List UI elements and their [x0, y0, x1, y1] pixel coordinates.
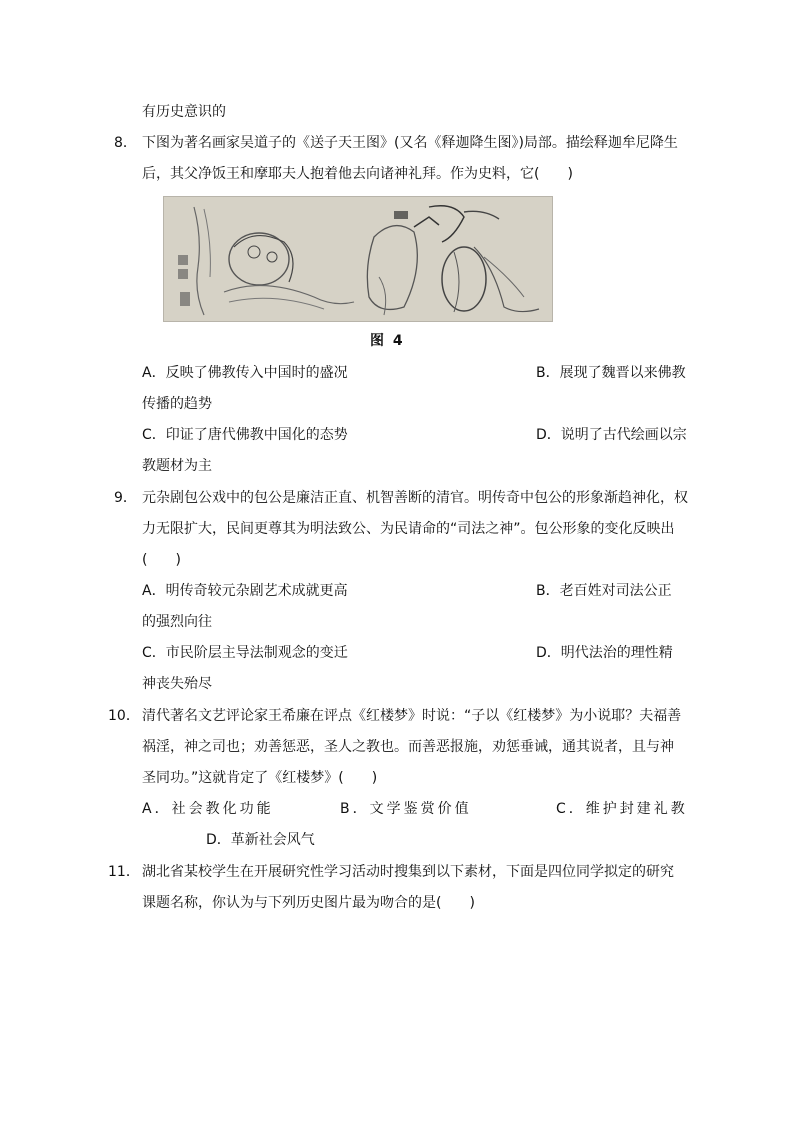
question-8-option-b: B．展现了魏晋以来佛教 — [536, 365, 686, 381]
question-9-option-c: C．市民阶层主导法制观念的变迁 — [142, 645, 348, 661]
painting-sketch — [164, 197, 552, 321]
question-11-text-line1: 湖北省某校学生在开展研究性学习活动时搜集到以下素材，下面是四位同学拟定的研究 — [142, 864, 674, 880]
question-8-text-line1: 下图为著名画家吴道子的《送子天王图》(又名《释迦降生图》)局部。描绘释迦牟尼降生 — [142, 135, 678, 151]
question-8-option-d: D．说明了古代绘画以宗 — [536, 427, 687, 443]
question-9-option-a: A．明传奇较元杂剧艺术成就更高 — [142, 583, 348, 599]
question-9-text-line2: 力无限扩大，民间更尊其为明法致公、为民请命的“司法之神”。包公形象的变化反映出 — [142, 521, 675, 537]
question-10-option-d: D．革新社会风气 — [206, 832, 315, 848]
question-8-option-a: A．反映了佛教传入中国时的盛况 — [142, 365, 348, 381]
question-8-number: 8． — [114, 135, 137, 151]
question-9-option-d-cont: 神丧失殆尽 — [142, 676, 212, 692]
question-10-text-line3: 圣同功。”这就肯定了《红楼梦》( ) — [142, 770, 378, 786]
continuation-text: 有历史意识的 — [142, 104, 226, 120]
question-10-number: 10． — [108, 708, 140, 724]
question-10-option-b: B．文学鉴赏价值 — [340, 801, 472, 817]
question-10-text-line1: 清代著名文艺评论家王希廉在评点《红楼梦》时说：“子以《红楼梦》为小说耶？夫福善 — [142, 708, 682, 724]
question-10-option-a: A．社会教化功能 — [142, 801, 274, 817]
question-10-option-c: C．维护封建礼教 — [556, 801, 688, 817]
painting-figure — [163, 196, 553, 322]
question-8-text-line2: 后，其父净饭王和摩耶夫人抱着他去向诸神礼拜。作为史料，它( ) — [142, 166, 573, 182]
question-9-text-line3: ( ) — [142, 552, 181, 568]
question-11-number: 11． — [108, 864, 140, 880]
question-9-number: 9． — [114, 490, 137, 506]
question-9-option-d: D．明代法治的理性精 — [536, 645, 673, 661]
question-9-option-b-cont: 的强烈向往 — [142, 614, 212, 630]
question-11-text-line2: 课题名称，你认为与下列历史图片最为吻合的是( ) — [142, 895, 475, 911]
question-8-option-c: C．印证了唐代佛教中国化的态势 — [142, 427, 348, 443]
question-10-text-line2: 祸淫，神之司也；劝善惩恶，圣人之教也。而善恶报施，劝惩垂诫，通其说者，且与神 — [142, 739, 674, 755]
question-8-option-d-cont: 教题材为主 — [142, 458, 212, 474]
question-8-option-b-cont: 传播的趋势 — [142, 396, 212, 412]
question-9-text-line1: 元杂剧包公戏中的包公是廉洁正直、机智善断的清官。明传奇中包公的形象渐趋神化，权 — [142, 490, 688, 506]
question-9-option-b: B．老百姓对司法公正 — [536, 583, 672, 599]
figure-caption: 图 4 — [370, 333, 405, 349]
